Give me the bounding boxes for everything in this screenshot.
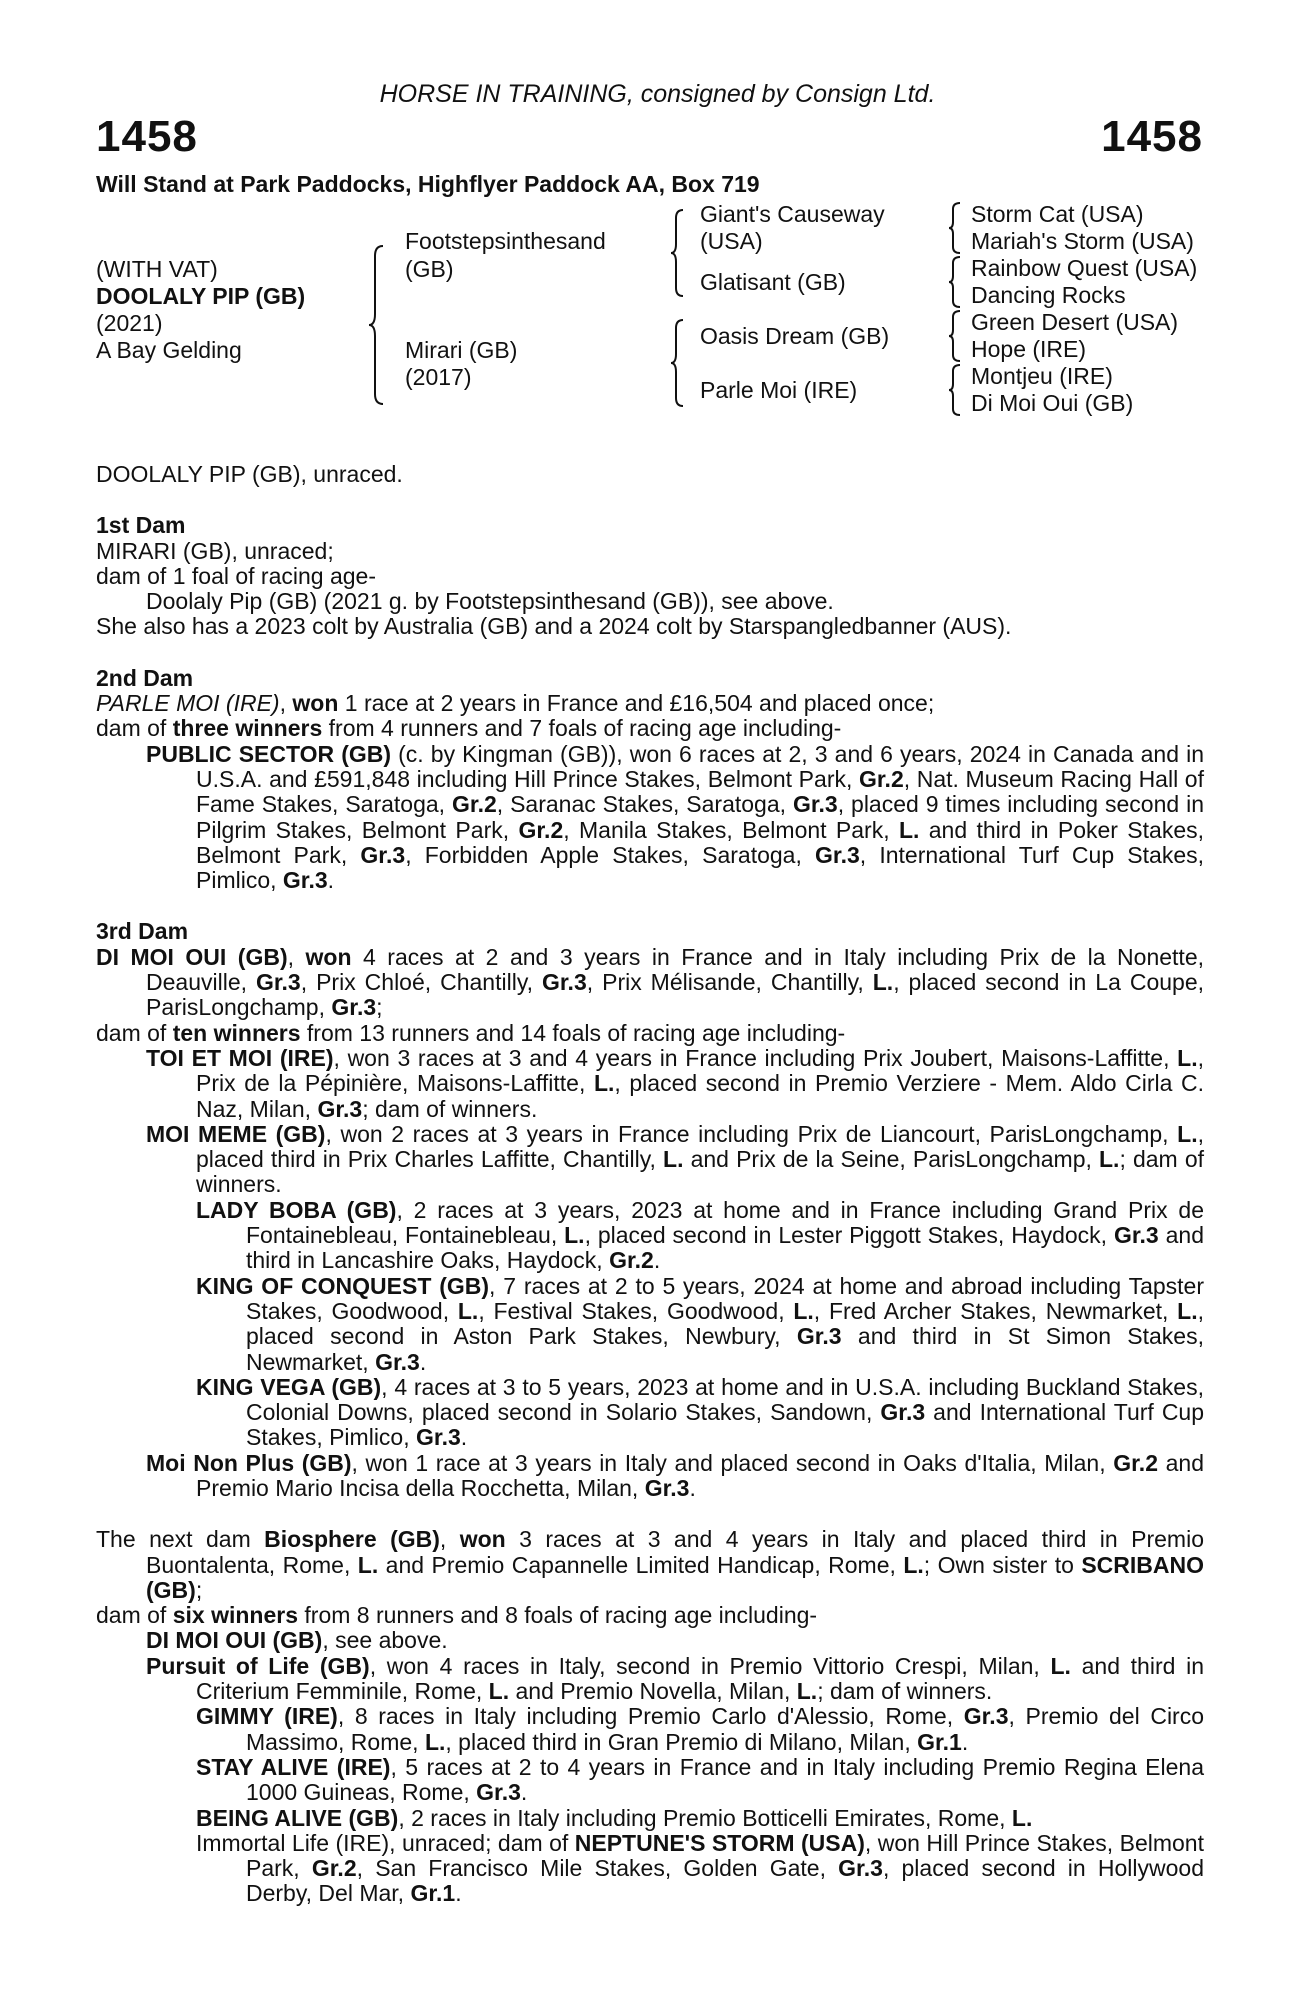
ps-g3: Gr.3 (792, 791, 838, 818)
tem-t2: , Prix de la Pépinière, Maisons-Laffitte, (196, 1044, 1204, 1097)
mm-g2: L. (663, 1146, 684, 1173)
next-dam-runners: from 8 runners and 8 foals of racing age including- (298, 1602, 818, 1629)
second-dam-runners: from 4 runners and 7 foals of racing age including- (322, 715, 842, 742)
sire-dam: Glatisant (GB) (700, 269, 846, 295)
ps-g5: L. (898, 816, 920, 843)
ps-t3: , Saranac Stakes, Saratoga, (496, 791, 793, 818)
kv-g1: Gr.3 (880, 1399, 926, 1426)
next-dam-pre: The next dam (96, 1526, 265, 1553)
nd-t3: ; Own sister to (923, 1551, 1082, 1578)
td-t2: , Prix Chloé, Chantilly, (300, 969, 542, 996)
ps-t9: . (327, 867, 335, 894)
tem-t3: , placed second in Premio Verziere - Mem. Aldo Cirla C. Naz, Milan, (196, 1070, 1204, 1122)
ba-t1: , 2 races in Italy including Premio Botticelli Emirates, Rome, (398, 1804, 1012, 1831)
ggdam-4: Di Moi Oui (GB) (971, 390, 1134, 416)
lb-g2: Gr.3 (1113, 1222, 1159, 1249)
di-moi-oui-name: DI MOI OUI (GB) (146, 1627, 323, 1654)
dam-year: (2017) (405, 364, 472, 390)
pedigree-brace-g3 (947, 309, 963, 363)
second-dam-won: won (292, 690, 339, 717)
ps-g6: Gr.3 (360, 841, 406, 868)
gim-t1: , 8 races in Italy including Premio Carlo d'Alessio, Rome, (337, 1703, 964, 1730)
ggdam-3: Hope (IRE) (971, 336, 1087, 362)
pol-t1: , won 4 races in Italy, second in Premio Vittorio Crespi, Milan, (369, 1652, 1051, 1679)
lot-number-left: 1458 (96, 112, 198, 161)
moi-non-plus-entry (96, 1451, 1204, 1502)
gim-g2: L. (424, 1728, 446, 1755)
td-t4: , placed second in La Coupe, ParisLongchamp, (146, 969, 1205, 1021)
kv-t2: and International Turf Cup Stakes, Pimlico, (246, 1399, 1205, 1451)
stand-location: Will Stand at Park Paddocks, Highflyer Paddock AA, Box 719 (96, 171, 760, 197)
tem-g3: Gr.3 (317, 1095, 363, 1122)
neptunes-storm-name: NEPTUNE'S STORM (USA) (574, 1829, 865, 1856)
sire-sire-origin: (USA) (700, 228, 763, 254)
ps-t2: , Nat. Museum Racing Hall of Fame Stakes, Saratoga, (196, 765, 1204, 818)
moi-non-plus-name: Moi Non Plus (GB) (146, 1449, 352, 1476)
pedigree-brace-main (367, 244, 387, 406)
nd-t4: ; (195, 1576, 203, 1603)
pol-g3: L. (796, 1678, 818, 1705)
gimmy-entry (96, 1704, 1204, 1755)
koc-t4: , placed second in Aston Park Stakes, Newbury, (246, 1297, 1204, 1350)
ps-t5: , Manila Stakes, Belmont Park, (563, 816, 899, 843)
gim-g3: Gr.1 (917, 1728, 962, 1755)
pedigree-brace-dam (669, 318, 687, 408)
il-t4: , placed second in Hollywood Derby, Del Mar, (246, 1855, 1204, 1907)
first-dam-line-4: She also has a 2023 colt by Australia (GB) and a 2024 colt by Starspangledbanner (AUS). (96, 613, 1012, 640)
tem-g2: L. (593, 1070, 615, 1097)
nd-t2: and Premio Capannelle Limited Handicap, Rome, (378, 1551, 904, 1578)
koc-t6: . (419, 1348, 427, 1375)
second-dam-heading: 2nd Dam (96, 664, 194, 691)
il-t3: , San Francisco Mile Stakes, Golden Gate, (356, 1855, 839, 1882)
koc-t3: , Fred Archer Stakes, Newmarket, (813, 1297, 1178, 1324)
summary-line: DOOLALY PIP (GB), unraced. (96, 461, 403, 487)
mm-t4: ; dam of winners. (196, 1146, 1205, 1198)
stay-alive-entry (96, 1755, 1204, 1806)
pursuit-of-life-name: Pursuit of Life (GB) (146, 1652, 370, 1679)
td-t1: 4 races at 2 and 3 years in France and in Italy including Prix de la Nonette, Deauville, (146, 943, 1205, 996)
first-dam-heading: 1st Dam (96, 512, 186, 539)
second-dam-winners: three winners (172, 715, 323, 742)
mm-t1: , won 2 races at 3 years in France including Prix de Liancourt, ParisLongchamp, (325, 1120, 1178, 1147)
third-dam-produce (96, 1021, 1204, 1046)
ps-t6: and third in Poker Stakes, Belmont Park, (196, 816, 1205, 868)
gimmy-name: GIMMY (IRE) (196, 1703, 338, 1730)
sire-sire-name: Giant's Causeway (700, 201, 885, 227)
first-dam-line-1: MIRARI (GB), unraced; (96, 537, 334, 564)
koc-g5: Gr.3 (375, 1348, 420, 1375)
il-t5: . (455, 1880, 462, 1907)
ps-t4: , placed 9 times including second in Pilgrim Stakes, Belmont Park, (196, 791, 1205, 843)
nd-g1: L. (357, 1551, 379, 1578)
second-dam-dam-of: dam of (96, 715, 173, 742)
third-dam-name: DI MOI OUI (GB) (96, 943, 288, 970)
first-dam-line-3: Doolaly Pip (GB) (2021 g. by Footstepsinthesand (GB)), see above. (146, 588, 834, 615)
mm-g1: L. (1177, 1120, 1198, 1147)
being-alive-name: BEING ALIVE (GB) (196, 1804, 399, 1831)
vat-note: (WITH VAT) (96, 256, 218, 282)
pedigree-brace-g1 (947, 201, 963, 255)
koc-t1: , 7 races at 2 to 5 years, 2024 at home and abroad including Tapster Stakes, Goodwood, (246, 1272, 1204, 1324)
third-dam-dam-of: dam of (96, 1019, 173, 1046)
pol-g1: L. (1050, 1652, 1071, 1679)
next-dam-record: The next dam Biosphere (GB), won 3 races at 3 and 4 years in Italy and placed third in Premio Buontalenta, Rome, L. and Premio Capannelle Limited Handicap, Rome, L.; Own sister to SCRIBANO (GB); (96, 1526, 1205, 1603)
lb-g1: L. (564, 1222, 585, 1249)
moi-meme-entry (96, 1122, 1204, 1198)
race-record-body (96, 462, 1204, 1907)
immortal-life-entry (96, 1831, 1204, 1907)
gim-t4: . (961, 1728, 969, 1755)
moi-meme-name: MOI MEME (GB) (146, 1120, 326, 1147)
mnp-g2: Gr.3 (644, 1474, 690, 1501)
next-dam-name: Biosphere (GB) (264, 1526, 440, 1553)
kv-g2: Gr.3 (416, 1424, 461, 1451)
koc-t2: , Festival Stakes, Goodwood, (478, 1297, 794, 1324)
ggsire-1: Storm Cat (USA) (971, 201, 1144, 227)
ps-g1: Gr.2 (858, 765, 904, 792)
dam-sire: Oasis Dream (GB) (700, 323, 890, 349)
ps-g4: Gr.2 (518, 816, 564, 843)
td-g4: Gr.3 (331, 994, 377, 1021)
sa-g1: Gr.3 (476, 1779, 521, 1806)
ggdam-2: Dancing Rocks (971, 282, 1126, 308)
consignment-header: HORSE IN TRAINING, consigned by Consign Ltd. (379, 80, 936, 108)
ggsire-2: Rainbow Quest (USA) (971, 255, 1198, 281)
next-dam-dam-of: dam of (96, 1602, 173, 1629)
king-vega-entry (96, 1375, 1204, 1451)
mm-t3: and Prix de la Seine, ParisLongchamp, (683, 1146, 1099, 1173)
pedigree-brace-g2 (947, 255, 963, 309)
horse-description: A Bay Gelding (96, 337, 242, 363)
second-dam-name: PARLE MOI (IRE) (96, 690, 280, 717)
lb-t3: and third in Lancashire Oaks, Haydock, (246, 1222, 1204, 1274)
mm-g3: L. (1099, 1146, 1120, 1173)
third-dam-runners: from 13 runners and 14 foals of racing age including- (300, 1019, 846, 1046)
koc-g2: L. (793, 1297, 814, 1324)
td-g3: L. (872, 969, 894, 996)
public-sector-entry (96, 742, 1204, 894)
gim-t3: , placed third in Gran Premio di Milano, Milan, (445, 1728, 918, 1755)
toi-et-moi-name: TOI ET MOI (IRE) (146, 1044, 334, 1071)
next-dam-produce (96, 1603, 1204, 1628)
il-t2: , won Hill Prince Stakes, Belmont Park, (246, 1829, 1204, 1882)
koc-g1: L. (457, 1297, 479, 1324)
sa-t1: , 5 races at 2 to 4 years in France and in Italy including Premio Regina Elena 1000 Guineas, Rome, (246, 1753, 1204, 1806)
mnp-t2: and Premio Mario Incisa della Rocchetta, Milan, (196, 1449, 1204, 1501)
koc-g3: L. (1177, 1297, 1198, 1324)
mm-t2: , placed third in Prix Charles Laffitte, Chantilly, (196, 1120, 1204, 1173)
second-dam-produce (96, 716, 1204, 741)
king-of-conquest-name: KING OF CONQUEST (GB) (196, 1272, 490, 1299)
pol-t4: ; dam of winners. (817, 1678, 993, 1705)
first-dam-line-2: dam of 1 foal of racing age- (96, 562, 376, 589)
kv-t1: , 4 races at 3 to 5 years, 2023 at home and in U.S.A. including Buckland Stakes, Colonial Downs, placed second in Solario Stakes, Sandown, (246, 1373, 1204, 1426)
next-dam-winners: six winners (172, 1602, 298, 1629)
sire-origin: (GB) (405, 256, 454, 282)
il-t1: Immortal Life (IRE), unraced; dam of (196, 1829, 575, 1856)
ba-g1: L. (1011, 1804, 1033, 1831)
ps-t7: , Forbidden Apple Stakes, Saratoga, (405, 841, 816, 868)
pol-t2: and third in Criterium Femminile, Rome, (196, 1652, 1204, 1705)
ps-t1: (c. by Kingman (GB)), won 6 races at 2, 3 and 6 years, 2024 in Canada and in U.S.A. and £591,848 including Hill Prince Stakes, Belmont Park, (196, 740, 1205, 792)
dam-name: Mirari (GB) (405, 337, 518, 363)
td-t5: ; (376, 994, 383, 1021)
koc-t5: and third in St Simon Stakes, Newmarket, (246, 1323, 1204, 1375)
ggsire-3: Green Desert (USA) (971, 309, 1179, 335)
pol-t3: and Premio Novella, Milan, (509, 1678, 797, 1705)
ps-g2: Gr.2 (452, 791, 497, 818)
nd-g2: L. (903, 1551, 924, 1578)
pursuit-of-life-entry (96, 1654, 1204, 1705)
koc-g4: Gr.3 (796, 1323, 842, 1350)
di-moi-oui-entry (96, 1628, 1204, 1653)
third-dam-heading: 3rd Dam (96, 918, 189, 945)
lb-g3: Gr.2 (609, 1247, 654, 1274)
being-alive-entry (96, 1806, 1204, 1831)
king-of-conquest-entry (96, 1274, 1204, 1375)
sire-name: Footstepsinthesand (405, 228, 606, 254)
lb-t1: , 2 races at 3 years, 2023 at home and in France including Grand Prix de Fontainebleau, Fontainebleau, (246, 1196, 1204, 1249)
next-dam-won: won (459, 1526, 506, 1553)
il-g3: Gr.1 (410, 1880, 456, 1907)
lot-number-right: 1458 (1101, 112, 1203, 161)
tem-g1: L. (1177, 1044, 1198, 1071)
tem-t4: ; dam of winners. (362, 1095, 538, 1122)
foaling-year: (2021) (96, 310, 163, 336)
king-vega-name: KING VEGA (GB) (196, 1373, 382, 1400)
third-dam-record: DI MOI OUI (GB), won 4 races at 2 and 3 years in France and in Italy including Prix de la Nonette, Deauville, Gr.3, Prix Chloé, Chantilly, Gr.3, Prix Mélisande, Chantilly, L., placed second in La Coupe, ParisLongchamp, Gr.3; (96, 943, 1205, 1021)
ggsire-4: Montjeu (IRE) (971, 363, 1113, 389)
il-g2: Gr.3 (838, 1855, 883, 1882)
gim-t2: , Premio del Circo Massimo, Rome, (246, 1703, 1205, 1755)
kv-t3: . (460, 1424, 468, 1451)
lb-t2: , placed second in Lester Piggott Stakes, Haydock, (584, 1222, 1114, 1249)
ps-g7: Gr.3 (815, 841, 860, 868)
td-g1: Gr.3 (255, 969, 301, 996)
lady-boba-name: LADY BOBA (GB) (196, 1196, 397, 1223)
second-dam-record-text: 1 race at 2 years in France and £16,504 and placed once; (338, 690, 935, 717)
dam-dam: Parle Moi (IRE) (700, 377, 858, 403)
horse-name: DOOLALY PIP (GB) (96, 283, 306, 309)
pol-g2: L. (488, 1678, 510, 1705)
sa-t2: . (520, 1779, 528, 1806)
lb-t4: . (653, 1247, 661, 1274)
mnp-t3: . (689, 1474, 696, 1501)
pedigree-brace-sire (669, 208, 687, 298)
lady-boba-entry (96, 1198, 1204, 1274)
ps-t8: , International Turf Cup Stakes, Pimlico, (196, 841, 1205, 894)
second-dam-record: PARLE MOI (IRE), won 1 race at 2 years in France and £16,504 and placed once; (96, 690, 935, 717)
stay-alive-name: STAY ALIVE (IRE) (196, 1753, 391, 1780)
gim-g1: Gr.3 (963, 1703, 1009, 1730)
td-t3: , Prix Mélisande, Chantilly, (586, 969, 873, 996)
dmo-t1: , see above. (322, 1627, 448, 1654)
third-dam-winners: ten winners (172, 1019, 301, 1046)
ggdam-1: Mariah's Storm (USA) (971, 228, 1194, 254)
td-g2: Gr.3 (541, 969, 587, 996)
pedigree-brace-g4 (947, 363, 963, 417)
ps-g8: Gr.3 (282, 867, 328, 894)
mnp-t1: , won 1 race at 3 years in Italy and placed second in Oaks d'Italia, Milan, (351, 1449, 1114, 1476)
public-sector-name: PUBLIC SECTOR (GB) (146, 740, 392, 767)
toi-et-moi-entry (96, 1046, 1204, 1122)
nd-t1: 3 races at 3 and 4 years in Italy and placed third in Premio Buontalenta, Rome, (146, 1526, 1204, 1578)
nd-sister: SCRIBANO (GB) (146, 1551, 1205, 1603)
third-dam-won: won (305, 943, 352, 970)
il-g1: Gr.2 (311, 1855, 357, 1882)
mnp-g1: Gr.2 (1113, 1449, 1158, 1476)
tem-t1: , won 3 races at 3 and 4 years in France including Prix Joubert, Maisons-Laffitte, (333, 1044, 1178, 1071)
